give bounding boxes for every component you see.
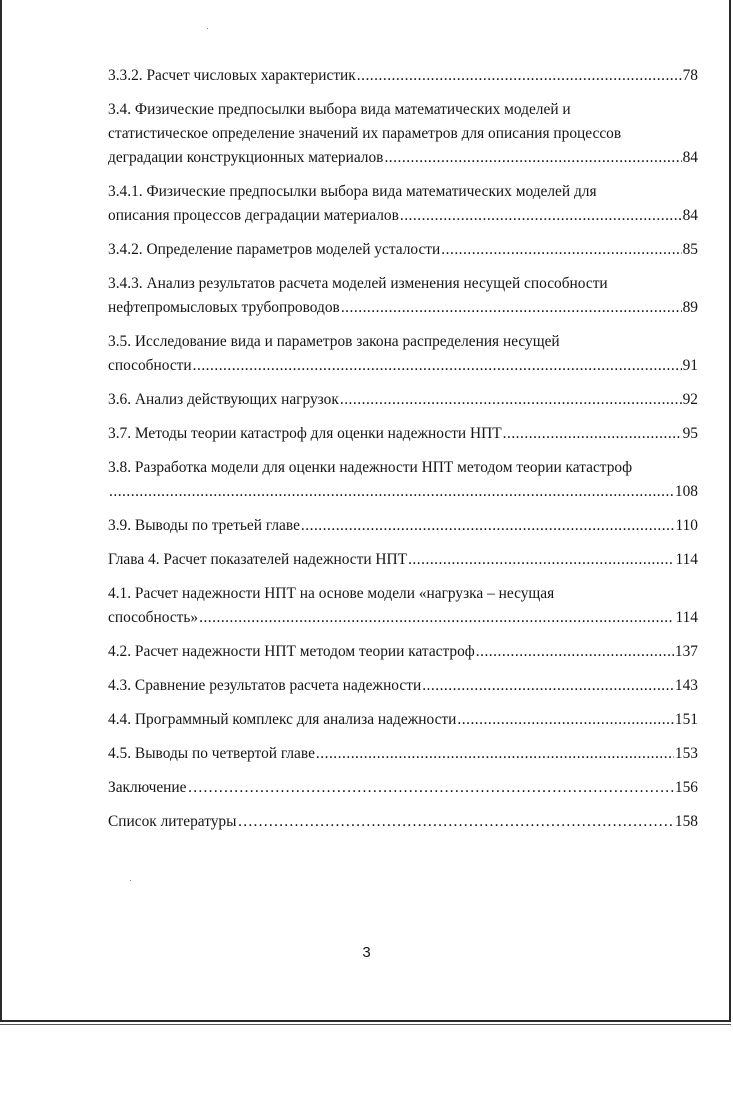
toc-entry-line: 3.4. Физические предпосылки выбора вида математических моделей и — [108, 101, 571, 118]
toc-entry-last-line — [108, 296, 698, 320]
toc-entry — [108, 742, 698, 766]
toc-page-number: 143 — [674, 677, 698, 694]
toc-entry-last-line — [108, 146, 698, 170]
toc-entry — [108, 238, 698, 262]
toc-entry — [108, 64, 698, 88]
toc-entry-title: Глава 4. Расчет показателей надежности НПТ — [108, 551, 408, 568]
toc-entry-title: способности — [108, 357, 192, 374]
toc-entry-last-line — [108, 388, 698, 412]
toc-entry — [108, 640, 698, 664]
dot-leader — [422, 674, 674, 698]
dot-leader — [441, 238, 681, 262]
toc-entry-last-line — [108, 480, 698, 504]
dot-leader — [199, 606, 674, 630]
scan-speck — [207, 28, 208, 29]
toc-entry — [108, 810, 698, 834]
toc-entry — [108, 272, 698, 320]
dot-leader — [340, 388, 682, 412]
toc-entry-last-line — [108, 708, 698, 732]
toc-entry-last-line — [108, 776, 698, 800]
toc-page-number: 84 — [682, 207, 698, 224]
toc-entry-last-line — [108, 810, 698, 834]
toc-entry — [108, 582, 698, 630]
toc-entry-last-line — [108, 674, 698, 698]
toc-entry-last-line — [108, 422, 698, 446]
scan-speck — [130, 880, 131, 881]
toc-entry — [108, 708, 698, 732]
toc-page-number: 114 — [675, 609, 698, 626]
page-number: 3 — [362, 944, 371, 961]
dot-leader — [408, 548, 674, 572]
dot-leader — [457, 708, 674, 732]
toc-page-number: 153 — [674, 745, 698, 762]
toc-entry-last-line — [108, 204, 698, 228]
toc-page-number: 114 — [675, 551, 698, 568]
toc-entry-last-line — [108, 64, 698, 88]
toc-entry-last-line — [108, 354, 698, 378]
toc-page-number: 108 — [674, 483, 698, 500]
toc-page-number: 158 — [674, 813, 698, 830]
toc-page-number: 95 — [682, 425, 698, 442]
toc-entry — [108, 388, 698, 412]
page-edge-line — [0, 1024, 731, 1025]
toc-entry — [108, 98, 698, 170]
toc-entry-last-line — [108, 514, 698, 538]
dot-leader — [476, 640, 674, 664]
toc-page-number: 85 — [682, 241, 698, 258]
toc-entry — [108, 674, 698, 698]
toc-entry-last-line — [108, 640, 698, 664]
toc-entry-title: 4.5. Выводы по четвертой главе — [108, 745, 315, 762]
dot-leader — [301, 514, 675, 538]
dot-leader — [193, 354, 682, 378]
toc-entry — [108, 514, 698, 538]
toc-entry-line: 3.8. Разработка модели для оценки надежности НПТ методом теории катастроф — [108, 459, 633, 476]
toc-entry-last-line — [108, 548, 698, 572]
toc-entry-title: 4.3. Сравнение результатов расчета надежности — [108, 677, 422, 694]
toc-entry-line: 3.4.1. Физические предпосылки выбора вида математических моделей для — [108, 183, 597, 200]
toc-entry-last-line — [108, 742, 698, 766]
toc-page-number: 89 — [682, 299, 698, 316]
toc-entry-line: 3.5. Исследование вида и параметров закона распределения несущей — [108, 333, 560, 350]
toc-entry-title: способность» — [108, 609, 199, 626]
toc-page-number: 78 — [682, 67, 698, 84]
dot-leader — [316, 742, 674, 766]
toc-page-number: 91 — [682, 357, 698, 374]
toc-entry-title: нефтепромысловых трубопроводов — [108, 299, 340, 316]
dot-leader — [503, 422, 682, 446]
toc-entry-line: статистическое определение значений их параметров для описания процессов — [108, 125, 622, 142]
toc-page-number: 110 — [675, 517, 698, 534]
toc-entry-title: 3.6. Анализ действующих нагрузок — [108, 391, 339, 408]
dot-leader — [341, 296, 682, 320]
toc-entry-title: описания процессов деградации материалов — [108, 207, 399, 224]
toc-entry-title: 3.4.2. Определение параметров моделей усталости — [108, 241, 441, 258]
toc-entry-title: 3.9. Выводы по третьей главе — [108, 517, 300, 534]
toc-entry-line: 4.1. Расчет надежности НПТ на основе модели «нагрузка – несущая — [108, 585, 555, 602]
toc-entry-title: деградации конструкционных материалов — [108, 149, 384, 166]
dot-leader — [188, 776, 674, 800]
dot-leader — [384, 146, 681, 170]
toc-entry-title: Список литературы — [108, 813, 237, 830]
toc-entry-title: 4.2. Расчет надежности НПТ методом теории катастроф — [108, 643, 475, 660]
dot-leader — [237, 810, 673, 834]
dot-leader — [400, 204, 682, 228]
toc-entry-last-line — [108, 238, 698, 262]
toc-page-number: 84 — [682, 149, 698, 166]
toc-page-number: 151 — [674, 711, 698, 728]
toc-page-number: 156 — [674, 779, 698, 796]
toc-page-number: 92 — [682, 391, 698, 408]
toc-page-number: 137 — [674, 643, 698, 660]
toc-entry — [108, 330, 698, 378]
dot-leader — [357, 64, 682, 88]
dot-leader — [109, 480, 674, 504]
toc-entry — [108, 456, 698, 504]
table-of-contents — [108, 64, 698, 844]
toc-entry-title: 3.3.2. Расчет числовых характеристик — [108, 67, 356, 84]
toc-entry-line: 3.4.3. Анализ результатов расчета моделей изменения несущей способности — [108, 275, 608, 292]
toc-entry-last-line — [108, 606, 698, 630]
toc-entry — [108, 422, 698, 446]
toc-entry — [108, 776, 698, 800]
toc-entry — [108, 548, 698, 572]
toc-entry-title: Заключение — [108, 779, 187, 796]
toc-entry-title: 4.4. Программный комплекс для анализа надежности — [108, 711, 457, 728]
toc-entry-title: 3.7. Методы теории катастроф для оценки надежности НПТ — [108, 425, 502, 442]
toc-entry — [108, 180, 698, 228]
